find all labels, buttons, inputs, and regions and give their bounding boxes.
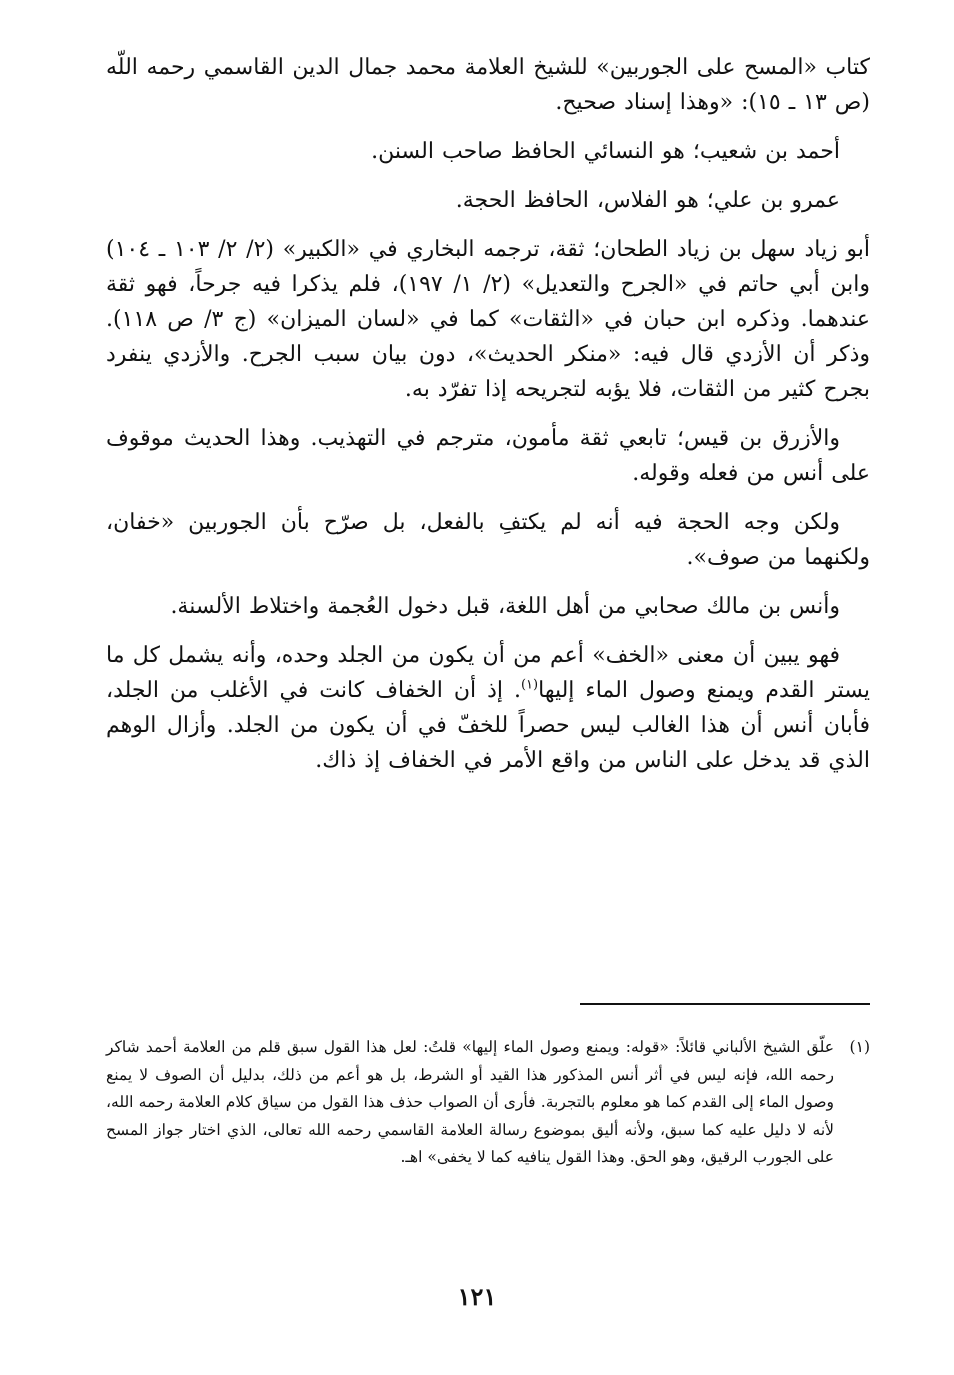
- footnote-reference[interactable]: (١): [520, 677, 539, 693]
- main-text: [106, 50, 870, 792]
- paragraph-azraq: والأزرق بن قيس؛ تابعي ثقة مأمون، مترجم في التهذيب. وهذا الحديث موقوف على أنس من فعله وقوله.: [106, 426, 870, 486]
- footnote: [106, 1034, 870, 1172]
- paragraph-abu-ziyad: أبو زياد سهل بن زياد الطحان؛ ثقة، ترجمه البخاري في «الكبير» (٢/ ٢/ ١٠٣ ـ ١٠٤) وابن أبي حاتم في «الجرح والتعديل» (٢/ ١/ ١٩٧)، فلم يذكرا فيه جرحاً، فهو ثقة عندهما. وذكره ابن حبان في «الثقات» كما في «لسان الميزان» (ج ٣/ ص ١١٨). وذكر أن الأزدي قال فيه: «منكر الحديث»، دون بيان سبب الجرح. والأزدي ينفرد بجرح كثير من الثقات، فلا يؤبه لتجريحه إذا تفرّد به.: [106, 237, 871, 402]
- paragraph-meaning: [106, 638, 870, 778]
- paragraph-amr: عمرو بن علي؛ هو الفلاس، الحافظ الحجة.: [455, 188, 840, 213]
- paragraph-source: كتاب «المسح على الجوربين» للشيخ العلامة محمد جمال الدين القاسمي رحمه اللّه (ص ١٣ ـ ١٥): «وهذا إسناد صحيح.: [106, 55, 870, 115]
- paragraph-meaning-start: فهو يبين أن معنى «الخف» أعم من أن يكون من الجلد وحده، وأنه يشمل كل ما يستر القدم ويمنع وصول الماء إليها: [106, 643, 871, 703]
- footnote-separator: [580, 1003, 870, 1005]
- footnote-text: علّق الشيخ الألباني قائلاً: «قوله: ويمنع وصول الماء إليها» قلتُ: لعل هذا القول سبق قلم من العلامة أحمد شاكر رحمه الله، فإنه ليس في أثر أنس المذكور هذا القيد أو الشرط، بل هو أعم من ذلك، بدليل أن الصوف لا يمنع وصول الماء إلى القدم كما هو معلوم بالتجربة. فأرى أن الصواب حذف هذا القول من سياق كلام العلامة رحمه الله، لأنه لا دليل عليه كما سبق، ولأنه أليق بموضوع رسالة العلامة القاسمي رحمه الله تعالى، الذي اختار جواز المسح على الجورب الرقيق، وهو الحق. وهذا القول ينافيه كما لا يخفى» اهـ.: [106, 1038, 834, 1166]
- paragraph-hujja: ولكن وجه الحجة فيه أنه لم يكتفِ بالفعل، بل صرّح بأن الجوربين «خفان، ولكنهما من صوف».: [106, 510, 870, 570]
- footnote-number: (١): [849, 1038, 870, 1056]
- paragraph-anas: وأنس بن مالك صحابي من أهل اللغة، قبل دخول العُجمة واختلاط الألسنة.: [170, 594, 840, 619]
- paragraph-ahmad: أحمد بن شعيب؛ هو النسائي الحافظ صاحب السنن.: [371, 139, 840, 164]
- paragraph-meaning-end: . إذ أن الخفاف كانت في الأغلب من الجلد، فأبان أنس أن هذا الغالب ليس حصراً للخفّ في أن يكون من الجلد. وأزال الوهم الذي قد يدخل على الناس من واقع الأمر في الخفاف إذ ذاك.: [106, 678, 870, 773]
- page-number: ١٢١: [457, 1282, 497, 1311]
